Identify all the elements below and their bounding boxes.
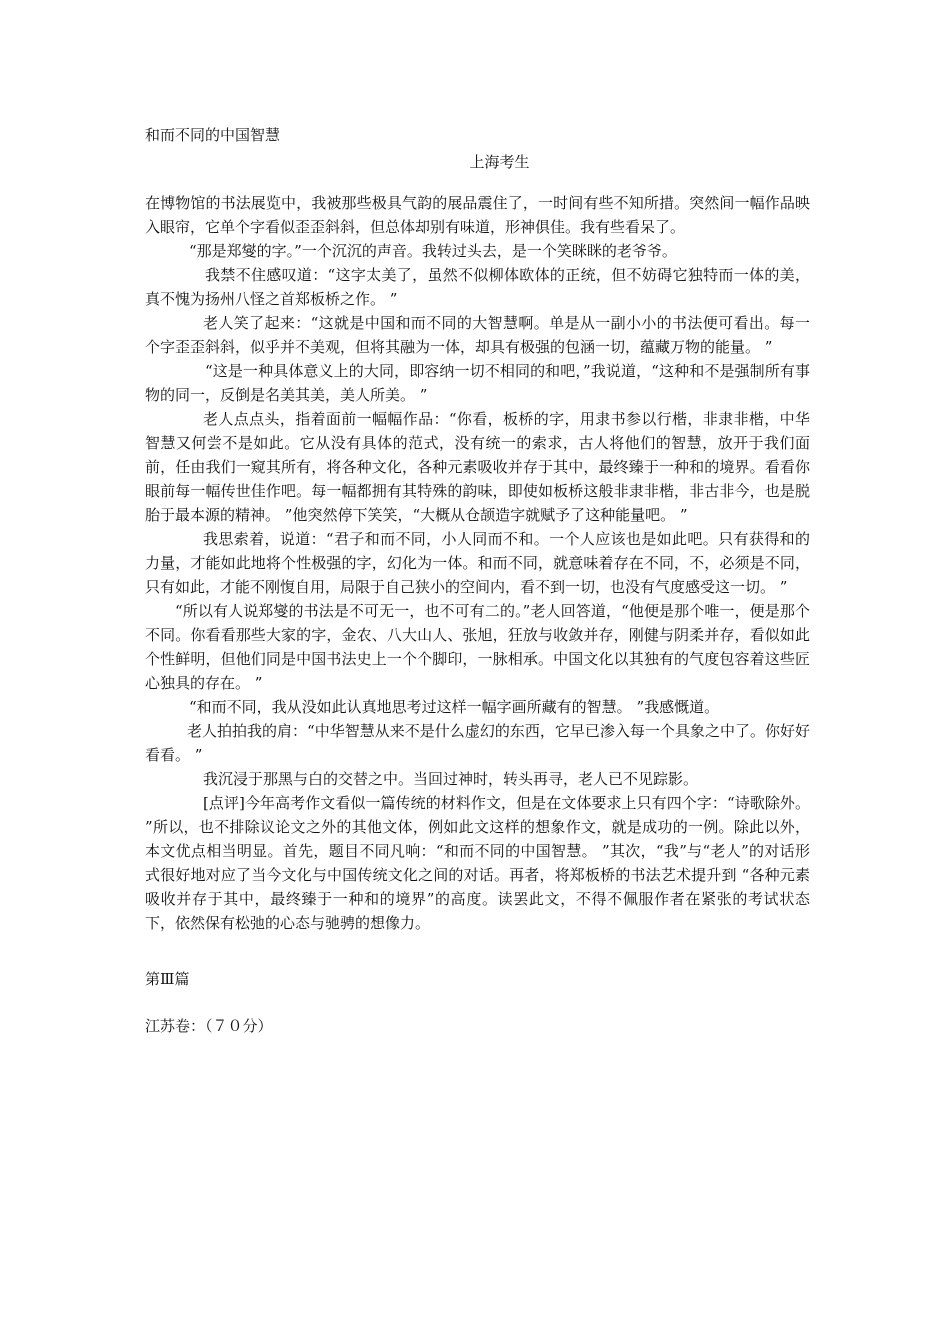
paragraph: 老人笑了起来：“这就是中国和而不同的大智慧啊。单是从一副小小的书法便可看出。每一个字歪歪斜斜，似乎并不美观，但将其融为一体，却具有极强的包涵一切，蕴藏万物的能量。 ” [145,314,810,356]
paragraph: 在博物馆的书法展览中，我被那些极具气韵的展品震住了，一时间有些不知所措。突然间一幅作品映入眼帘，它单个字看似歪歪斜斜，但总体却别有味道，形神俱佳。我有些看呆了。 [145,194,810,236]
section-heading: 第Ⅲ篇 [145,970,190,988]
document-page [145,123,810,1038]
paragraph: “那是郑燮的字。”一个沉沉的声音。我转过头去，是一个笑眯眯的老爷爷。 [189,242,677,260]
essay-author: 上海考生 [469,153,530,171]
essay-title: 和而不同的中国智慧 [145,126,281,144]
paragraph: “所以有人说郑燮的书法是不可无一，也不可有二的。”老人回答道，“他便是那个唯一，便是那个不同。你看看那些大家的字，金农、八大山人、张旭，狂放与收敛并存，刚健与阴柔并存，看似如此个性鲜明，但他们同是中国书法史上一个个脚印，一脉相承。中国文化以其独有的气度包容着这些匠心独具的存在。 ” [145,602,810,692]
paragraph: 我沉浸于那黑与白的交替之中。当回过神时，转头再寻，老人已不见踪影。 [203,770,699,788]
subsection-heading: 江苏卷：（７０分） [145,1017,273,1035]
paragraph: 我禁不住感叹道：“这字太美了，虽然不似柳体欧体的正统，但不妨碍它独特而一体的美，真不愧为扬州八怪之首郑板桥之作。 ” [145,266,810,308]
paragraph: “和而不同，我从没如此认真地思考过这样一幅字画所藏有的智慧。 ”我感慨道。 [189,698,720,716]
paragraph: 老人点点头，指着面前一幅幅作品：“你看，板桥的字，用隶书参以行楷，非隶非楷，中华智慧又何尝不是如此。它从没有具体的范式，没有统一的索求，古人将他们的智慧，放开于我们面前，任由我们一窥其所有，将各种文化，各种元素吸收并存于其中，最终臻于一种和的境界。看看你眼前每一幅传世佳作吧。每一幅都拥有其特殊的韵味，即使如板桥这般非隶非楷，非古非今，也是脱胎于最本源的精神。 ”他突然停下笑笑，“大概从仓颉造字就赋予了这种能量吧。 ” [145,410,810,524]
commentary-paragraph: [点评]今年高考作文看似一篇传统的材料作文，但是在文体要求上只有四个字：“诗歌除外。 ”所以，也不排除议论文之外的其他文体，例如此文这样的想象作文，就是成功的一例。除此以外，本文优点相当明显。首先，题目不同凡响：“和而不同的中国智慧。 ”其次，“我”与“老人”的对话形式很好地对应了当今文化与中国传统文化之间的对话。再者，将郑板桥的书法艺术提升到 “各种元素吸收并存于其中，最终臻于一种和的境界”的高度。读罢此文，不得不佩服作者在紧张的考试状态下，依然保有松弛的心态与驰骋的想像力。 [145,794,810,932]
paragraph: 我思索着，说道：“君子和而不同，小人同而不和。一个人应该也是如此吧。只有获得和的力量，才能如此地将个性极强的字，幻化为一体。和而不同，就意味着存在不同，不，必须是不同，只有如此，才能不刚愎自用，局限于自己狭小的空间内，看不到一切，也没有气度感受这一切。 ” [145,530,810,596]
paragraph: “这是一种具体意义上的大同，即容纳一切不相同的和吧，”我说道，“这种和不是强制所有事物的同一，反倒是名美其美，美人所美。 ” [145,362,810,404]
paragraph: 老人拍拍我的肩：“中华智慧从来不是什么虚幻的东西，它早已渗入每一个具象之中了。你好好看看。 ” [145,722,810,764]
